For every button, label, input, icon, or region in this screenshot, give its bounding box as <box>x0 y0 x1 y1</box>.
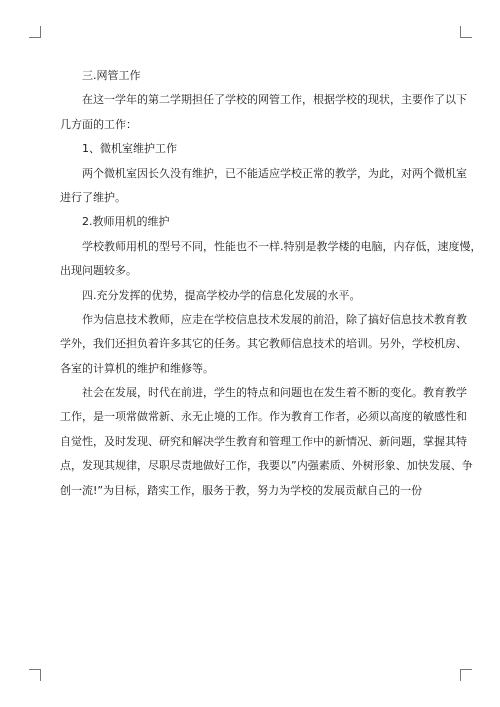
conclusion-line: 工作，是一项常做常新、永无止境的工作。作为教育工作者，必须以高度的敏感性和 <box>60 410 467 424</box>
intro-line: 在这一学年的第二学期担任了学校的网管工作，根据学校的现状，主要作了以下 <box>82 93 467 107</box>
crop-mark-bottom-left <box>29 669 41 681</box>
conclusion-line: 创一流!”为目标，踏实工作，服务于教，努力为学校的发展贡献自己的一份 <box>60 483 423 497</box>
document-body <box>60 64 482 503</box>
crop-mark-top-right <box>460 26 472 38</box>
crop-mark-bottom-right <box>460 669 472 681</box>
item-heading-lab-maintenance: 1、微机室维护工作 <box>82 142 177 156</box>
conclusion-line: 社会在发展，时代在前进，学生的特点和问题也在发生着不断的变化。教育教学 <box>82 386 467 400</box>
section-heading-advantage: 四.充分发挥的优势，提高学校办学的信息化发展的水平。 <box>82 288 361 302</box>
item-body-line: 进行了维护。 <box>60 190 126 204</box>
advantage-body-line: 学外，我们还担负着许多其它的任务。其它教师信息技术的培训。另外，学校机房、 <box>60 337 467 351</box>
item-heading-teacher-computers: 2.教师用机的维护 <box>82 215 170 229</box>
item-body-line: 出现问题较多。 <box>60 264 137 278</box>
crop-mark-top-left <box>29 26 41 38</box>
item-body-line: 两个微机室因长久没有维护，已不能适应学校正常的教学，为此，对两个微机室 <box>82 166 467 180</box>
intro-line: 几方面的工作： <box>60 117 137 131</box>
conclusion-line: 点，发现其规律，尽职尽责地做好工作，我要以”内强素质、外树形象、加快发展、争 <box>60 459 473 473</box>
advantage-body-line: 各室的计算机的维护和维修等。 <box>60 361 214 375</box>
item-body-line: 学校教师用机的型号不同，性能也不一样.特别是教学楼的电脑，内存低，速度慢， <box>82 239 482 253</box>
section-heading-network: 三.网管工作 <box>82 69 141 82</box>
conclusion-line: 自觉性，及时发现、研究和解决学生教育和管理工作中的新情况、新问题，掌握其特 <box>60 434 467 448</box>
advantage-body-line: 作为信息技术教师，应走在学校信息技术发展的前沿，除了搞好信息技术教育教 <box>82 312 467 326</box>
